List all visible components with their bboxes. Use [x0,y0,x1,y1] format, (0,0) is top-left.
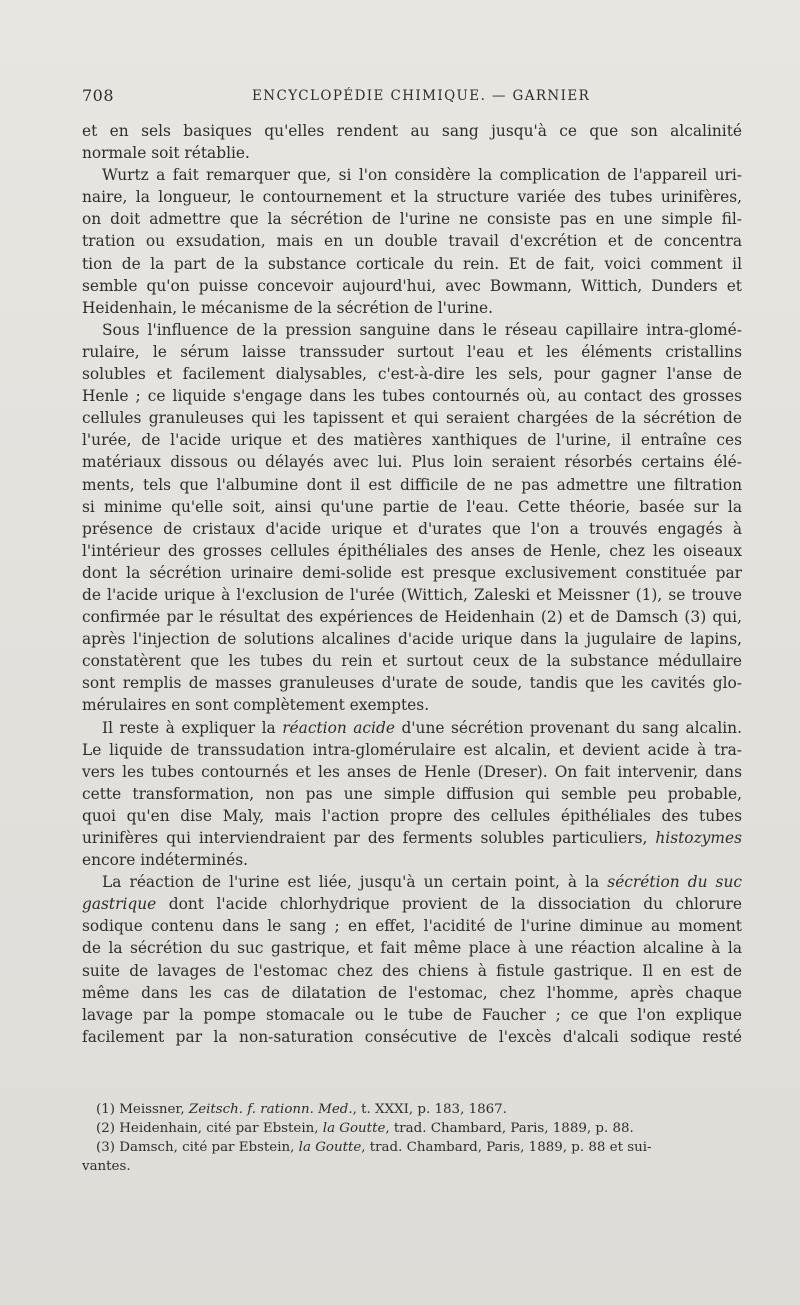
italic-title: la Goutte [322,1121,386,1136]
paragraph-line [82,717,742,739]
paragraph-line: de l'acide urique à l'exclusion de l'urée (Wittich, Zaleski et Meissner (1), se trouve [82,585,742,604]
paragraph-line: facilement par la non-saturation consécutive de l'excès d'alcali sodique resté [82,1027,742,1046]
paragraph-line: Wurtz a fait remarquer que, si l'on considère la complication de l'appareil uri- [102,166,742,185]
paragraph-line: ments, tels que l'albumine dont il est difficile de ne pas admettre une filtration [82,475,742,494]
paragraph-line: après l'injection de solutions alcalines d'acide urique dans la jugulaire de lapins, [82,630,742,649]
paragraph-line: suite de lavages de l'estomac chez des chiens à fistule gastrique. Il en est de [82,961,742,980]
paragraph-line: vers les tubes contournés et les anses de Henle (Dreser). On fait intervenir, dans [82,762,742,781]
paragraph-line: lavage par la pompe stomacale ou le tube de Faucher ; ce que l'on explique [82,1005,742,1024]
footnote-2 [82,1119,742,1138]
italic-term: histozymes [655,829,742,847]
footnote-segment: (2) Heidenhain, cité par Ebstein, [96,1121,319,1136]
paragraph-line: tion de la part de la substance corticale du rein. Et de fait, voici comment il [82,254,742,273]
paragraph-line: quoi qu'en dise Maly, mais l'action propre des cellules épithéliales des tubes [82,806,742,825]
paragraph-line: sont remplis de masses granuleuses d'urate de soude, tandis que les cavités glo- [82,674,742,693]
paragraph-line: semble qu'on puisse concevoir aujourd'hui, avec Bowmann, Wittich, Dunders et [82,276,742,295]
paragraph-line: de la sécrétion du suc gastrique, et fait même place à une réaction alcaline à la [82,939,742,958]
line-segment: urinifères qui interviendraient par des ferments solubles particuliers, [82,829,648,847]
paragraph-line: encore indéterminés. [82,851,249,870]
italic-title: la Goutte [298,1140,362,1155]
paragraph-line: présence de cristaux d'acide urique et d'urates que l'on a trouvés engagés à [82,519,742,538]
footnote-segment: , trad. Chambard, Paris, 1889, p. 88. [385,1121,634,1136]
italic-term: gastrique [82,895,157,914]
paragraph-line: naire, la longueur, le contournement et la structure variée des tubes urinifères, [82,188,742,207]
italic-term: réaction acide [282,718,395,737]
footnote-segment: , t. XXXI, p. 183, 1867. [352,1102,507,1117]
paragraph-line: cellules granuleuses qui les tapissent et qui seraient chargées de la sécrétion de [82,409,742,428]
footnote-3-continuation: vantes. [82,1159,131,1174]
paragraph-line: Sous l'influence de la pression sanguine dans le réseau capillaire intra-glomé- [102,320,742,339]
paragraph-line: sodique contenu dans le sang ; en effet, l'acidité de l'urine diminue au moment [82,917,742,936]
paragraph-line: on doit admettre que la sécrétion de l'urine ne consiste pas en une simple fil- [82,210,742,229]
running-head: ENCYCLOPÉDIE CHIMIQUE. — GARNIER [252,88,591,104]
line-segment: Il reste à expliquer la [102,718,276,737]
footnotes [82,1100,742,1176]
paragraph-line: normale soit rétablie. [82,144,250,163]
paragraph-line: si minime qu'elle soit, ainsi qu'une partie de l'eau. Cette théorie, basée sur la [82,497,742,516]
paragraph-line: même dans les cas de dilatation de l'estomac, chez l'homme, après chaque [82,983,742,1002]
paragraph-line: constatèrent que les tubes du rein et surtout ceux de la substance médullaire [82,652,742,671]
paragraph-line: dont la sécrétion urinaire demi-solide est presque exclusivement constituée par [82,563,742,582]
paragraph-line: matériaux dissous ou délayés avec lui. Plus loin seraient résorbés certains élé- [82,453,742,472]
paragraph-line: Henle ; ce liquide s'engage dans les tubes contournés où, au contact des grosses [82,387,742,406]
page-number: 708 [82,86,115,105]
line-segment: La réaction de l'urine est liée, jusqu'à un certain point, à la [102,873,600,892]
paragraph-line: solubles et facilement dialysables, c'est-à-dire les sels, pour gagner l'anse de [82,365,742,384]
paragraph-line: mérulaires en sont complètement exemptes. [82,696,430,715]
paragraph-line: Le liquide de transsudation intra-glomérulaire est alcalin, et devient acide à tra- [82,740,742,759]
italic-title: Zeitsch. f. rationn. Med. [188,1102,353,1117]
footnote-3 [82,1138,742,1157]
footnote-1 [82,1100,742,1119]
body-text [82,120,742,1048]
paragraph-line [82,893,742,915]
footnote-segment: (3) Damsch, cité par Ebstein, [96,1140,295,1155]
paragraph-line: rulaire, le sérum laisse transsuder surtout l'eau et les éléments cristallins [82,342,742,361]
italic-term: sécrétion du suc [607,873,742,892]
paragraph-line [82,827,742,849]
paragraph-line: confirmée par le résultat des expériences de Heidenhain (2) et de Damsch (3) qui, [82,608,742,627]
page-header [82,86,742,108]
footnote-segment: , trad. Chambard, Paris, 1889, p. 88 et sui- [361,1140,652,1155]
paragraph-line: tration ou exsudation, mais en un double travail d'excrétion et de concentra [82,232,742,251]
footnote-segment: (1) Meissner, [96,1102,185,1117]
paragraph-line: cette transformation, non pas une simple diffusion qui semble peu probable, [82,784,742,803]
paragraph-line: l'intérieur des grosses cellules épithéliales des anses de Henle, chez les oiseaux [82,541,742,560]
paragraph-line: Heidenhain, le mécanisme de la sécrétion de l'urine. [82,298,494,317]
line-segment: d'une sécrétion provenant du sang alcalin. [401,718,742,737]
paragraph-line: et en sels basiques qu'elles rendent au sang jusqu'à ce que son alcalinité [82,122,742,140]
paragraph-line: l'urée, de l'acide urique et des matières xanthiques de l'urine, il entraîne ces [82,431,742,450]
line-segment: dont l'acide chlorhydrique provient de la dissociation du chlorure [168,895,742,914]
paragraph-line [82,871,742,893]
